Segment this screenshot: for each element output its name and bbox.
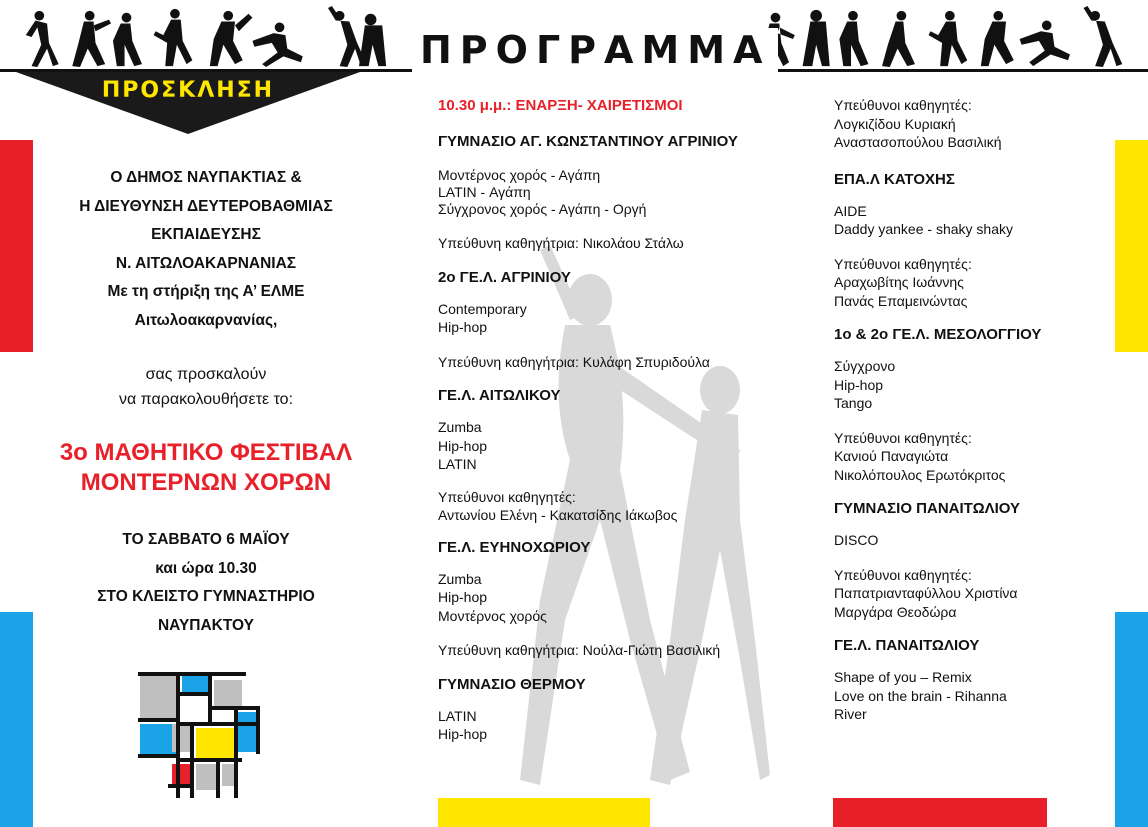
dance-item: Hip-hop <box>438 319 488 335</box>
left-red-bar <box>0 140 33 352</box>
organizer-line: Ν. ΑΙΤΩΛΟΑΚΑΡΝΑΝΙΑΣ <box>115 254 297 272</box>
when-where-line: ΤΟ ΣΑΒΒΑΤΟ 6 ΜΑΪΟΥ <box>122 531 290 548</box>
right-blue-bar <box>1115 612 1148 827</box>
teacher-line: Αντωνίου Ελένη - Κακατσίδης Ιάκωβος <box>438 507 678 523</box>
teacher-line: Υπεύθυνοι καθηγητές: <box>834 429 972 446</box>
invite-line: να παρακολουθήσετε το: <box>118 391 294 408</box>
school-heading: 2ο ΓΕ.Λ. ΑΓΡΙΝΙΟΥ <box>438 268 571 286</box>
teacher-line: Παπατριανταφύλλου Χριστίνα <box>834 585 1018 601</box>
school-heading: ΓΕ.Λ. ΕΥΗΝΟΧΩΡΙΟΥ <box>438 538 591 556</box>
organizer-line: ΕΚΠΑΙΔΕΥΣΗΣ <box>151 226 261 243</box>
organizer-line: Με τη στήριξη της Α’ ΕΛΜΕ <box>107 283 305 300</box>
organizer-line: Η ΔΙΕΥΘΥΝΣΗ ΔΕΥΤΕΡΟΒΑΘΜΙΑΣ <box>79 197 333 215</box>
teacher-line: Αραχωβίτης Ιωάννης <box>834 274 964 290</box>
dance-item: Contemporary <box>438 300 527 317</box>
dance-item: Hip-hop <box>438 437 488 454</box>
school-heading: ΓΥΜΝΑΣΙΟ ΑΓ. ΚΩΝΣΤΑΝΤΙΝΟΥ ΑΓΡΙΝΙΟΥ <box>438 133 738 150</box>
teacher-line: Αναστασοπούλου Βασιλική <box>834 134 1002 150</box>
school-heading: 1ο & 2ο ΓΕ.Λ. ΜΕΣΟΛΟΓΓΙΟΥ <box>834 326 1042 343</box>
organizer-line: Αιτωλοακαρνανίας, <box>134 311 278 329</box>
dance-item: Hip-hop <box>438 589 488 605</box>
dancer-silhouettes-right <box>750 6 1140 68</box>
dance-item: AIDE <box>834 202 867 219</box>
dance-item: Hip-hop <box>834 376 884 393</box>
teacher-line: Υπεύθυνη καθηγήτρια: Κυλάφη Σπυριδούλα <box>438 353 710 370</box>
teacher-line: Υπεύθυνοι καθηγητές: <box>834 97 972 113</box>
mondrian-logo <box>138 672 274 798</box>
bottom-red-bar <box>833 798 1047 827</box>
teacher-line: Μαργάρα Θεοδώρα <box>834 603 957 620</box>
dance-item: DISCO <box>834 532 879 548</box>
right-yellow-bar <box>1115 140 1148 352</box>
invitation-organizers <box>40 164 372 335</box>
teacher-line: Υπεύθυνοι καθηγητές: <box>438 488 576 505</box>
dance-item: Tango <box>834 395 873 411</box>
teacher-line: Υπεύθυνη καθηγήτρια: Νικολάου Στάλω <box>438 235 684 251</box>
dance-item: Μοντέρνος χορός - Αγάπη <box>438 167 601 183</box>
school-heading: ΓΥΜΝΑΣΙΟ ΘΕΡΜΟΥ <box>438 675 586 693</box>
when-where-line: ΣΤΟ ΚΛΕΙΣΤΟ ΓΥΜΝΑΣΤΗΡΙΟ <box>97 588 315 605</box>
invitation-label: ΠΡΟΣΚΛΗΣΗ <box>101 78 275 103</box>
dance-item: Zumba <box>438 570 482 587</box>
festival-line: ΜΟΝΤΕΡΝΩΝ ΧΟΡΩΝ <box>80 469 332 496</box>
school-heading: ΓΕ.Λ. ΠΑΝΑΙΤΩΛΙΟΥ <box>834 637 980 654</box>
festival-title <box>40 438 372 498</box>
school-heading: ΕΠΑ.Λ ΚΑΤΟΧΗΣ <box>834 170 955 188</box>
dance-item: LATIN <box>438 456 477 472</box>
teacher-line: Κανιού Παναγιώτα <box>834 448 949 464</box>
dance-item: Daddy yankee - shaky shaky <box>834 221 1013 237</box>
dance-item: Shape of you – Remix <box>834 669 972 685</box>
teacher-line: Πανάς Επαμεινώντας <box>834 292 968 309</box>
dance-item: LATIN <box>438 707 477 724</box>
teacher-line: Νικολόπουλος Ερωτόκριτος <box>834 466 1006 483</box>
event-when-where <box>40 526 372 640</box>
teacher-line: Υπεύθυνοι καθηγητές: <box>834 255 972 272</box>
program-title: ΠΡΟΓΡΑΜΜΑ <box>412 28 778 72</box>
bottom-yellow-bar <box>438 798 650 827</box>
invite-text <box>40 362 372 412</box>
left-blue-bar <box>0 612 33 827</box>
dance-item: Σύγχρονο <box>834 358 896 374</box>
dancer-silhouettes-left <box>14 6 394 68</box>
teacher-line: Υπεύθυνοι καθηγητές: <box>834 566 972 583</box>
dance-item: River <box>834 706 867 722</box>
when-where-line: και ώρα 10.30 <box>155 559 257 577</box>
dance-item: Zumba <box>438 419 482 435</box>
dance-item: Hip-hop <box>438 726 488 742</box>
dance-item: Love on the brain - Rihanna <box>834 687 1007 704</box>
program-column-1 <box>438 96 798 744</box>
teacher-line: Λογκιζίδου Κυριακή <box>834 115 956 132</box>
invite-line: σας προσκαλούν <box>145 366 267 383</box>
dance-item: LATIN - Αγάπη <box>438 183 531 200</box>
dance-item: Σύγχρονος χορός - Αγάπη - Οργή <box>438 200 647 217</box>
teacher-line: Υπεύθυνη καθηγήτρια: Νούλα-Γιώτη Βασιλική <box>438 642 721 658</box>
school-heading: ΓΕ.Λ. ΑΙΤΩΛΙΚΟΥ <box>438 387 561 404</box>
when-where-line: ΝΑΥΠΑΚΤΟΥ <box>157 616 255 634</box>
opening-line: 10.30 μ.μ.: ΕΝΑΡΞΗ- ΧΑΙΡΕΤΙΣΜΟΙ <box>438 97 683 114</box>
school-heading: ΓΥΜΝΑΣΙΟ ΠΑΝΑΙΤΩΛΙΟΥ <box>834 500 1021 517</box>
organizer-line: Ο ΔΗΜΟΣ ΝΑΥΠΑΚΤΙΑΣ & <box>110 169 302 186</box>
dance-item: Μοντέρνος χορός <box>438 607 547 624</box>
festival-line: 3ο ΜΑΘΗΤΙΚΟ ΦΕΣΤΙΒΑΛ <box>59 439 353 466</box>
program-column-2 <box>834 96 1104 724</box>
